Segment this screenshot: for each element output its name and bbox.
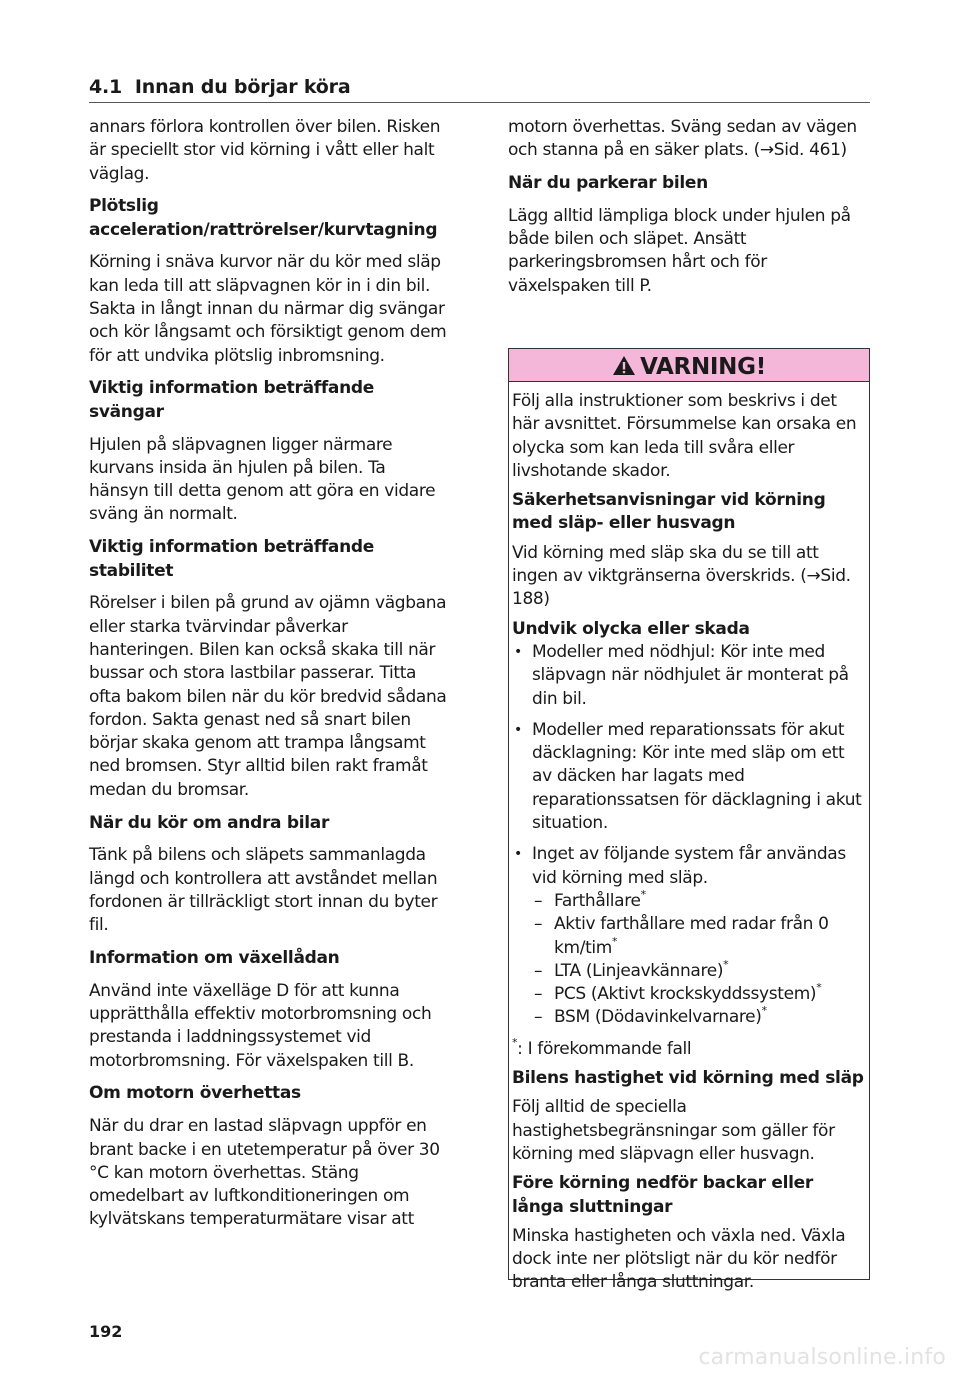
warning-content	[512, 390, 864, 1301]
subheading: Viktig information beträffande svängar	[89, 378, 375, 422]
list-item: • Modeller med nödhjul: Kör inte med släpvagn när nödhjulet är monterat på din bil.	[512, 641, 864, 711]
left-column	[89, 116, 449, 1241]
page-header	[89, 72, 870, 102]
subheading: Plötslig acceleration/rattrörelser/kurvtagning	[89, 196, 438, 240]
system-name: LTA (Linjeavkännare)	[554, 960, 724, 981]
subheading: Bilens hastighet vid körning med släp	[512, 1068, 864, 1089]
paragraph: När du drar en lastad släpvagn uppför en brant backe i en utetemperatur på över 30 °C kan motorn överhettas. Stäng omedelbart av luftkonditioneringen om kylvätskans temperaturmätare visar att	[89, 1116, 440, 1230]
subheading: Undvik olycka eller skada	[512, 618, 750, 639]
footnote-marker: *	[723, 957, 729, 971]
warning-banner	[509, 349, 869, 382]
watermark: carmanualsonline.info	[698, 1345, 946, 1370]
paragraph: Vid körning med släp ska du se till att ingen av viktgränserna överskrids. (→Sid. 188)	[512, 542, 851, 610]
paragraph: Följ alltid de speciella hastighetsbegränsningar som gäller för körning med släpvagn eller husvagn.	[512, 1097, 835, 1164]
section-name: Innan du börjar köra	[134, 76, 351, 98]
paragraph: Tänk på bilens och släpets sammanlagda längd och kontrollera att avståndet mellan fordonen är tillräckligt stort innan du byter fil.	[89, 845, 438, 936]
subheading: Före körning nedför backar eller långa sluttningar	[512, 1173, 813, 1217]
list-item-text: Inget av följande system får användas vid körning med släp.	[532, 844, 846, 888]
subheading: Om motorn överhettas	[89, 1083, 301, 1104]
system-item	[534, 957, 864, 983]
section-title	[89, 72, 870, 102]
subheading: När du parkerar bilen	[508, 173, 708, 194]
section-number: 4.1	[89, 76, 123, 98]
system-name: Aktiv farthållare med radar från 0 km/tim	[554, 914, 829, 958]
paragraph: Körning i snäva kurvor när du kör med släp kan leda till att släpvagnen kör in i din bil. Sakta in långt innan du närmar dig svängar och kör långsamt och försiktigt genom dem för att undvika plötslig inbromsning.	[89, 252, 447, 366]
paragraph: Hjulen på släpvagnen ligger närmare kurvans insida än hjulen på bilen. Ta hänsyn till detta genom att göra en vidare sväng än normalt.	[89, 434, 436, 525]
footnote-marker: *	[611, 934, 618, 948]
header-divider	[89, 102, 870, 103]
system-item	[534, 983, 864, 1006]
footnote-marker: *	[640, 887, 646, 901]
system-name: PCS (Aktivt krockskyddssystem)	[554, 984, 817, 1005]
system-name: Farthållare	[554, 890, 641, 911]
system-name: BSM (Dödavinkelvarnare)	[554, 1007, 762, 1028]
footnote-marker: *	[761, 1004, 767, 1018]
footnote-marker: *	[816, 981, 822, 995]
warning-triangle-icon	[612, 351, 636, 387]
subheading: Säkerhetsanvisningar vid körning med släp- eller husvagn	[512, 490, 826, 534]
subheading: När du kör om andra bilar	[89, 812, 330, 833]
warning-box	[508, 348, 870, 1293]
footnote-marker: *	[512, 1035, 518, 1049]
paragraph: Följ alla instruktioner som beskrivs i det här avsnittet. Försummelse kan orsaka en olycka som kan leda till svåra eller livshotande skador.	[512, 391, 857, 481]
paragraph: annars förlora kontrollen över bilen. Risken är speciellt stor vid körning i vått eller halt väglag.	[89, 117, 441, 184]
system-item	[534, 1006, 864, 1029]
warning-bullet-list	[512, 641, 864, 1030]
warning-title	[509, 349, 869, 387]
paragraph: Rörelser i bilen på grund av ojämn vägbana eller starka tvärvindar påverkar hanteringen. Bilen kan också skaka till när bussar och stora lastbilar passerar. Titta ofta bakom bilen när du kör bredvid sådana fordon. Sakta genast ned så snart bilen börjar skaka genom att trampa långsamt ned bromsen. Styr alltid bilen rakt framåt medan du bromsar.	[89, 593, 447, 800]
system-item	[534, 887, 864, 913]
right-column	[508, 116, 870, 308]
footnote-text: : I förekommande fall	[517, 1038, 692, 1059]
paragraph: Lägg alltid lämpliga block under hjulen på både bilen och släpet. Ansätt parkeringsbromsen hårt och för växelspaken till P.	[508, 205, 851, 296]
subheading: Viktig information beträffande stabilitet	[89, 537, 375, 581]
system-list	[532, 887, 864, 1030]
warning-label: VARNING!	[640, 354, 766, 380]
list-item	[512, 843, 864, 1029]
footnote	[512, 1035, 864, 1061]
paragraph: Minska hastigheten och växla ned. Växla dock inte ner plötsligt när du kör nedför branta eller långa sluttningar.	[512, 1225, 846, 1293]
paragraph: motorn överhettas. Sväng sedan av vägen och stanna på en säker plats. (→Sid. 461)	[508, 117, 857, 161]
list-item: • Modeller med reparationssats för akut däcklagning: Kör inte med släp om ett av däcken har lagats med reparationssatsen för däcklagning i akut situation.	[512, 719, 864, 835]
system-item	[534, 913, 864, 960]
paragraph: Använd inte växelläge D för att kunna upprätthålla effektiv motorbromsning och prestanda i laddningssystemet vid motorbromsning. För växelspaken till B.	[89, 980, 432, 1071]
subheading: Information om växellådan	[89, 948, 340, 968]
page-number: 192	[89, 1322, 123, 1341]
